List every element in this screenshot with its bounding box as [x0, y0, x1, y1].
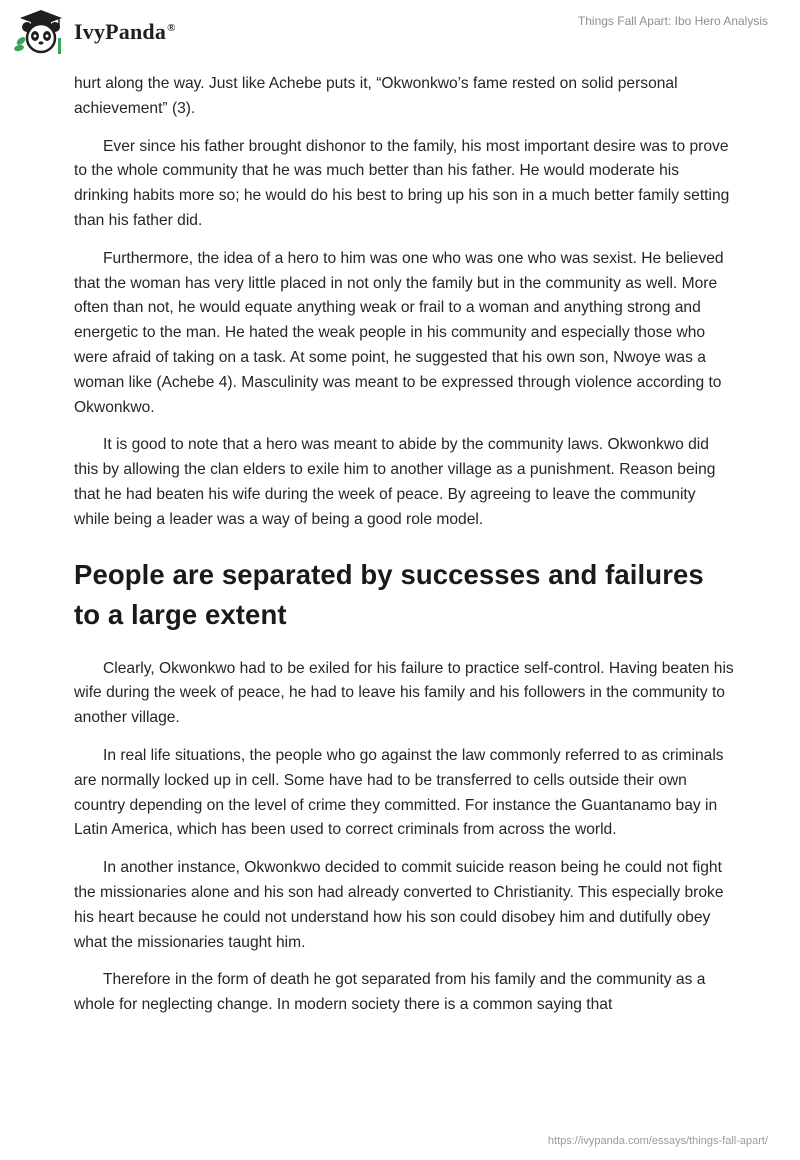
document-title: Things Fall Apart: Ibo Hero Analysis [577, 14, 768, 28]
brand-name: IvyPanda® [74, 19, 176, 44]
paragraph: In another instance, Okwonkwo decided to commit suicide reason being he could not fight the missionaries alone and his son had already converted to Christianity. This especially broke his heart because he could not understand how his son could disobey him and dutifully obey what the missionaries taught him. [74, 859, 724, 951]
paragraph: In real life situations, the people who go against the law commonly referred to as criminals are normally locked up in cell. Some have had to be transferred to cells outside their own country depending on the level of crime they committed. For instance the Guantanamo bay in Latin America, which has been used to correct criminals from across the world. [74, 746, 724, 839]
paragraph: Therefore in the form of death he got separated from his family and the community as a whole for neglecting change. In modern society there is a common saying that [74, 971, 706, 1014]
paragraph: hurt along the way. Just like Achebe puts it, “Okwonkwo’s fame rested on solid personal achievement” (3). [74, 75, 678, 117]
paragraph: It is good to note that a hero was meant to abide by the community laws. Okwonkwo did this by allowing the clan elders to exile him to another village as a punishment. Reason being that he had beaten his wife during the week of peace. By agreeing to leave the community while being a leader was a way of being a good role model. [74, 436, 716, 528]
paragraph: Ever since his father brought dishonor to the family, his most important desire was to prove to the whole community that he was much better than his father. He would moderate his drinking habits more so; he would do his best to bring up his son in a much better family setting than his father did. [74, 137, 730, 229]
paragraph: Furthermore, the idea of a hero to him was one who was one who was sexist. He believed that the woman has very little placed in not only the family but in the community as well. More often than not, he would equate anything weak or frail to a woman and anything strong and energetic to the man. He hated the weak people in his community and especially those who were afraid of taking on a task. At some point, he suggested that his own son, Nwoye was a woman like (Achebe 4). Masculinity was meant to be expressed through violence according to Okwonkwo. [74, 249, 724, 416]
section-heading: People are separated by successes and failures to a large extent [74, 558, 704, 630]
panda-graduate-icon [14, 8, 68, 56]
ivypanda-logo[interactable] [14, 8, 176, 56]
page-header [0, 0, 800, 70]
essay-body [74, 72, 734, 1018]
paragraph: Clearly, Okwonkwo had to be exiled for his failure to practice self-control. Having beaten his wife during the week of peace, he had to leave his family and his followers in the community to another village. [74, 659, 734, 727]
source-url[interactable]: https://ivypanda.com/essays/things-fall-apart/ [547, 1135, 768, 1147]
